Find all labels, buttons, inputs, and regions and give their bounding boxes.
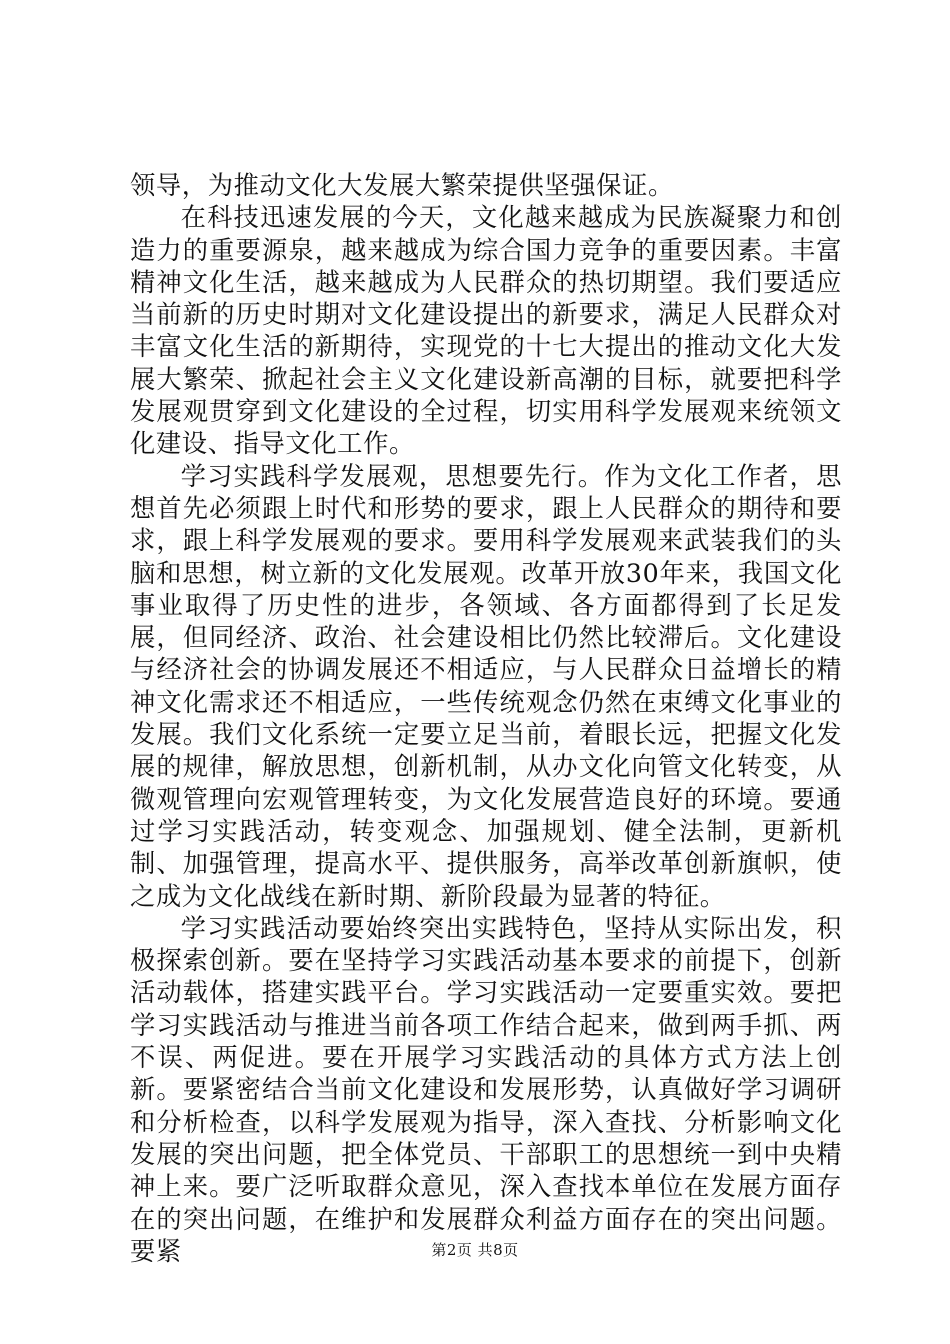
page-number-label: 第2页 共8页	[431, 1241, 519, 1259]
paragraph-1: 领导，为推动文化大发展大繁荣提供坚强保证。	[130, 171, 674, 200]
paragraph-2: 在科技迅速发展的今天，文化越来越成为民族凝聚力和创造力的重要源泉，越来越成为综合国力竞争的重要因素。丰富精神文化生活，越来越成为人民群众的热切期望。我们要适应当前新的历史时期对文化建设提出的新要求，满足人民群众对丰富文化生活的新期待，实现党的十七大提出的推动文化大发展大繁荣、掀起社会主义文化建设新高潮的目标，就要把科学发展观贯穿到文化建设的全过程，切实用科学发展观来统领文化建设、指导文化工作。	[130, 203, 842, 459]
paragraph-4: 学习实践活动要始终突出实践特色，坚持从实际出发，积极探索创新。要在坚持学习实践活动基本要求的前提下，创新活动载体，搭建实践平台。学习实践活动一定要重实效。要把学习实践活动与推进当前各项工作结合起来，做到两手抓、两不误、两促进。要在开展学习实践活动的具体方式方法上创新。要紧密结合当前文化建设和发展形势，认真做好学习调研和分析检查，以科学发展观为指导，深入查找、分析影响文化发展的突出问题，把全体党员、干部职工的思想统一到中央精神上来。要广泛听取群众意见，深入查找本单位在发展方面存在的突出问题，在维护和发展群众利益方面存在的突出问题。要紧	[130, 913, 842, 1266]
paragraph-3: 学习实践科学发展观，思想要先行。作为文化工作者，思想首先必须跟上时代和形势的要求，跟上人民群众的期待和要求，跟上科学发展观的要求。要用科学发展观来武装我们的头脑和思想，树立新的文化发展观。改革开放30年来，我国文化事业取得了历史性的进步，各领域、各方面都得到了长足发展，但同经济、政治、社会建设相比仍然比较滞后。文化建设与经济社会的协调发展还不相适应，与人民群众日益增长的精神文化需求还不相适应，一些传统观念仍然在束缚文化事业的发展。我们文化系统一定要立足当前，着眼长远，把握文化发展的规律，解放思想，创新机制，从办文化向管文化转变，从微观管理向宏观管理转变，为文化发展营造良好的环境。要通过学习实践活动，转变观念、加强规划、健全法制，更新机制、加强管理，提高水平、提供服务，高举改革创新旗帜，使之成为文化战线在新时期、新阶段最为显著的特征。	[130, 461, 842, 911]
page-footer	[0, 1240, 950, 1260]
document-body	[130, 170, 842, 1268]
